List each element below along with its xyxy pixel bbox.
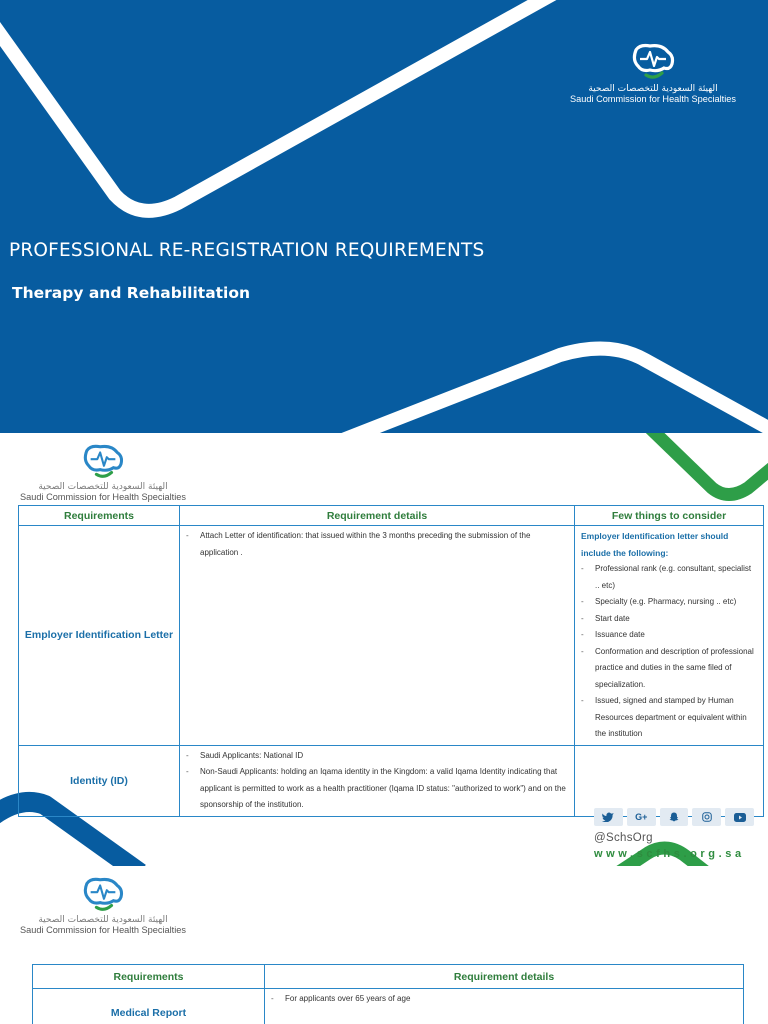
requirements-table	[32, 964, 744, 1024]
detail-item: - Non-Saudi Applicants: holding an Iqama identity in the Kingdom: a valid Iqama Identity indicating that applicant is permitted to work as a health practitioner (Iqama ID status: "authorized to work") and on the sponsorship of the institution.	[186, 764, 568, 814]
row-details	[265, 989, 744, 1024]
table-header-row	[33, 965, 744, 989]
consider-title: Employer Identification letter should include the following:	[581, 531, 729, 558]
snapchat-icon[interactable]	[660, 808, 689, 826]
page-requirements-2	[0, 866, 768, 1024]
detail-item: - Attach Letter of identification: that issued within the 3 months preceding the submission of the application .	[186, 528, 568, 561]
logo-arabic-name: الهيئة السعودية للتخصصات الصحية	[588, 84, 718, 94]
social-icons	[594, 808, 754, 826]
scfhs-logo-icon	[78, 443, 128, 481]
requirements-table	[18, 505, 764, 817]
logo-arabic-name: الهيئة السعودية للتخصصات الصحية	[38, 915, 168, 925]
scfhs-logo	[572, 42, 734, 104]
consider-item: - Start date	[581, 611, 757, 628]
website-link[interactable]: www.scfhs.org.sa	[594, 848, 745, 860]
cover-title: PROFESSIONAL RE-REGISTRATION REQUIREMENTS	[9, 240, 485, 261]
scfhs-logo	[18, 876, 188, 935]
row-details	[180, 526, 575, 746]
cover-slide	[0, 0, 768, 433]
logo-arabic-name: الهيئة السعودية للتخصصات الصحية	[38, 482, 168, 492]
logo-english-name: Saudi Commission for Health Specialties	[570, 94, 736, 104]
table-row	[19, 745, 764, 816]
table-row	[19, 526, 764, 746]
consider-item: - Specialty (e.g. Pharmacy, nursing .. etc)	[581, 594, 757, 611]
row-consider	[575, 745, 764, 816]
row-consider	[575, 526, 764, 746]
detail-item: - Saudi Applicants: National ID	[186, 748, 568, 765]
header-requirements: Requirements	[33, 965, 265, 989]
social-footer	[594, 808, 754, 860]
consider-item: - Issuance date	[581, 627, 757, 644]
row-details	[180, 745, 575, 816]
youtube-icon[interactable]	[725, 808, 754, 826]
social-handle[interactable]: @SchsOrg	[594, 832, 653, 844]
logo-english-name: Saudi Commission for Health Specialties	[20, 492, 186, 502]
scfhs-logo-icon	[78, 876, 128, 914]
instagram-icon[interactable]	[692, 808, 721, 826]
google-plus-icon[interactable]: G+	[627, 808, 656, 826]
consider-item: - Issued, signed and stamped by Human Resources department or equivalent within the institution	[581, 693, 757, 743]
scfhs-logo-icon	[628, 42, 678, 82]
header-few-things: Few things to consider	[575, 506, 764, 526]
scfhs-logo	[18, 443, 188, 502]
logo-english-name: Saudi Commission for Health Specialties	[20, 925, 186, 935]
table-row	[33, 989, 744, 1024]
header-requirements: Requirements	[19, 506, 180, 526]
twitter-icon[interactable]	[594, 808, 623, 826]
row-name-employer-letter: Employer Identification Letter	[19, 526, 180, 746]
header-requirement-details: Requirement details	[180, 506, 575, 526]
row-name-medical-report: Medical Report	[33, 989, 265, 1024]
header-requirement-details: Requirement details	[265, 965, 744, 989]
table-header-row	[19, 506, 764, 526]
page-requirements-1	[0, 433, 768, 866]
consider-item: - Professional rank (e.g. consultant, specialist .. etc)	[581, 561, 757, 594]
consider-item: - Conformation and description of professional practice and duties in the same filed of specialization.	[581, 644, 757, 694]
row-name-identity: Identity (ID)	[19, 745, 180, 816]
cover-subtitle: Therapy and Rehabilitation	[12, 284, 251, 302]
detail-item: - For applicants over 65 years of age	[271, 991, 737, 1008]
